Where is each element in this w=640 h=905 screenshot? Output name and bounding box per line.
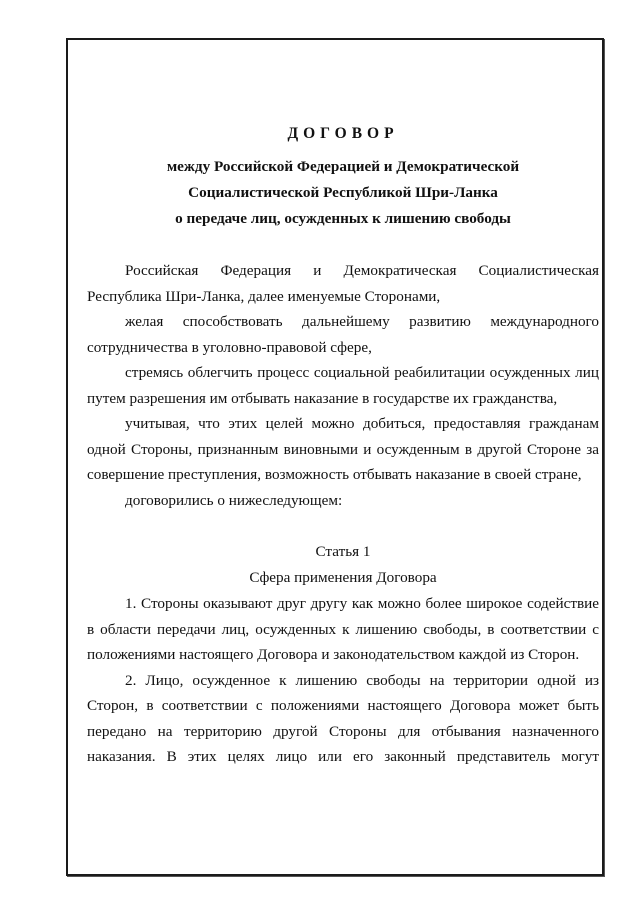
preamble-paragraph-3: стремясь облегчить процесс социальной реабилитации осужденных лиц путем разрешения им отбывать наказание в государстве их гражданства, — [87, 364, 599, 407]
subtitle-line-2: Социалистической Республикой Шри-Ланка — [188, 184, 498, 201]
preamble-paragraph-1: Российская Федерация и Демократическая Социалистическая Республика Шри-Ланка, далее именуемые Сторонами, — [87, 262, 599, 305]
document-title: ДОГОВОР — [287, 125, 399, 142]
article-title: Сфера применения Договора — [249, 569, 437, 586]
article-paragraph-1: 1. Стороны оказывают друг другу как можно более широкое содействие в области передачи лиц, осужденных к лишению свободы, в соответствии с положениями настоящего Договора и законодательством каждой из Сторон. — [87, 595, 599, 663]
preamble-paragraph-4: учитывая, что этих целей можно добиться, предоставляя гражданам одной Стороны, признанным виновными и осужденным в другой Стороне за совершение преступления, возможность отбывать наказание в своей стране, — [87, 415, 599, 483]
spacer — [87, 232, 599, 258]
spacer — [87, 513, 599, 539]
preamble-paragraph-2: желая способствовать дальнейшему развитию международного сотрудничества в уголовно-правовой сфере, — [87, 313, 599, 356]
document-body — [87, 124, 599, 770]
preamble-paragraph-5: договорились о нижеследующем: — [125, 491, 343, 509]
subtitle-line-3: о передаче лиц, осужденных к лишению свободы — [175, 210, 511, 227]
article-number: Статья 1 — [315, 543, 371, 560]
subtitle-line-1: между Российской Федерацией и Демократической — [166, 158, 520, 175]
article-paragraph-2: 2. Лицо, осужденное к лишению свободы на территории одной из Сторон, в соответствии с положениями настоящего Договора может быть передано на территорию другой Стороны для отбывания назначенного наказания. В этих целях лицо или его законный представитель могут — [87, 671, 599, 765]
